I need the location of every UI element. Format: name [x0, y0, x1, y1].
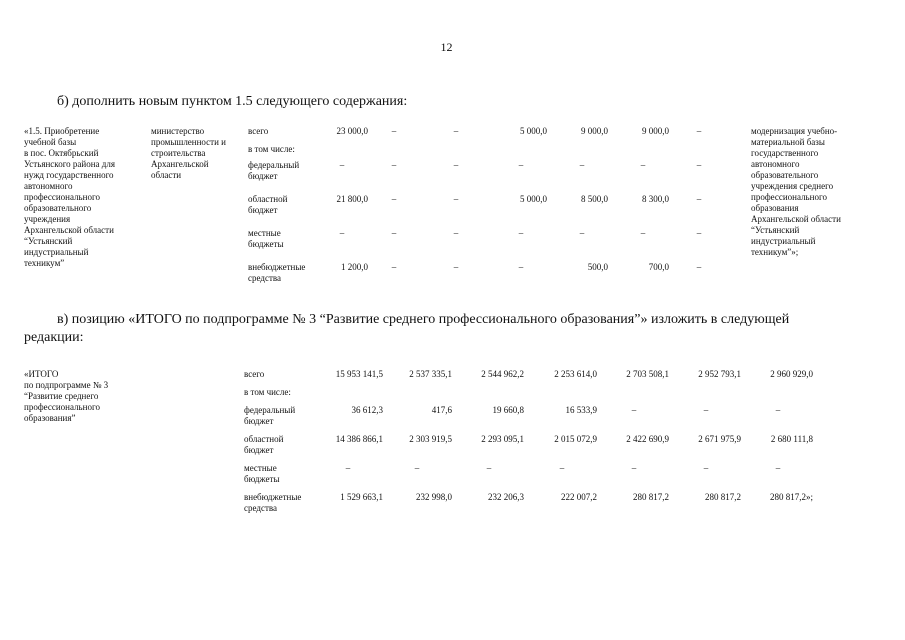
table-b-cell: –: [391, 262, 397, 272]
table-c-row-label: федеральный бюджет: [244, 405, 296, 426]
table-c-cell: 232 998,0: [416, 492, 452, 502]
table-b-cell: 21 800,0: [336, 194, 368, 204]
table-b-cell: 5 000,0: [520, 194, 547, 204]
table-c-cell: 2 960 929,0: [770, 369, 813, 379]
table-c-cell: –: [414, 463, 420, 473]
table-b-cell: –: [339, 228, 345, 238]
table-c-cell: 2 422 690,9: [626, 434, 669, 444]
table-b-cell: –: [579, 160, 585, 170]
table-c-cell: –: [775, 463, 781, 473]
table-b-cell: –: [518, 228, 524, 238]
table-c-item-name: «ИТОГО по подпрограмме № 3 “Развитие среднего профессионального образования”: [24, 369, 109, 423]
table-c-cell: 15 953 141,5: [335, 369, 383, 379]
table-b-cell: –: [391, 228, 397, 238]
table-b-cell: –: [696, 194, 702, 204]
table-c-cell: 16 533,9: [565, 405, 597, 415]
table-b-cell: 5 000,0: [520, 126, 547, 136]
table-c-cell: 2 544 962,2: [481, 369, 524, 379]
table-c-row-label: внебюджетные средства: [244, 492, 302, 513]
table-c-cell: –: [486, 463, 492, 473]
table-b-cell: –: [453, 262, 459, 272]
table-c-cell: 2 537 335,1: [409, 369, 452, 379]
table-b-cell: 9 000,0: [642, 126, 669, 136]
table-b-row-label: в том числе:: [248, 144, 295, 154]
table-c-row-label: местные бюджеты: [244, 463, 280, 484]
table-b-row-label: федеральный бюджет: [248, 160, 300, 181]
table-c-row-label: в том числе:: [244, 387, 291, 397]
table-c-cell: 2 703 508,1: [626, 369, 669, 379]
table-c-cell: –: [631, 405, 637, 415]
table-b-cell: –: [391, 194, 397, 204]
table-b-item-name: «1.5. Приобретение учебной базы в пос. Октябрьский Устьянского района для нужд государственного автономного профессионального образовательного учреждения Архангельской области “Устьянский индустриальный техникум”: [24, 126, 115, 268]
table-b-cell: –: [696, 160, 702, 170]
table-b-cell: 1 200,0: [341, 262, 368, 272]
table-b-row-label: внебюджетные средства: [248, 262, 306, 283]
table-c-cell: 280 817,2»;: [769, 492, 813, 502]
table-b-cell: –: [391, 126, 397, 136]
table-b-executor: министерство промышленности и строительства Архангельской области: [151, 126, 226, 180]
table-b-cell: –: [453, 228, 459, 238]
table-c-cell: 280 817,2: [633, 492, 669, 502]
table-c-cell: –: [703, 405, 709, 415]
table-c-cell: 19 660,8: [492, 405, 524, 415]
table-b-row-label: областной бюджет: [248, 194, 288, 215]
table-b-cell: –: [453, 194, 459, 204]
table-c-cell: 280 817,2: [705, 492, 741, 502]
page-number: 12: [440, 40, 453, 54]
table-b-row-label: местные бюджеты: [248, 228, 284, 249]
table-b-cell: –: [518, 262, 524, 272]
table-b-cell: –: [696, 228, 702, 238]
section-b-intro: б) дополнить новым пунктом 1.5 следующего содержания:: [57, 94, 408, 109]
table-b-cell: –: [696, 126, 702, 136]
table-c-cell: 2 293 095,1: [481, 434, 524, 444]
table-c-cell: 36 612,3: [351, 405, 383, 415]
table-c-row-label: всего: [244, 369, 265, 379]
table-b-cell: 23 000,0: [336, 126, 368, 136]
table-b-cell: –: [640, 228, 646, 238]
table-b-cell: –: [453, 160, 459, 170]
table-b-cell: –: [579, 228, 585, 238]
table-c-cell: 222 007,2: [561, 492, 597, 502]
table-c-cell: 2 015 072,9: [554, 434, 597, 444]
table-b-cell: –: [696, 262, 702, 272]
table-b-cell: –: [640, 160, 646, 170]
table-c-row-label: областной бюджет: [244, 434, 284, 455]
table-c-cell: 2 253 614,0: [554, 369, 597, 379]
table-c-cell: 14 386 866,1: [335, 434, 383, 444]
table-b-cell: 9 000,0: [581, 126, 608, 136]
table-c-cell: 2 680 111,8: [770, 434, 813, 444]
table-b-cell: 500,0: [587, 262, 608, 272]
table-c-cell: 2 303 919,5: [409, 434, 452, 444]
table-b-cell: –: [518, 160, 524, 170]
table-b-cell: 8 500,0: [581, 194, 608, 204]
table-b-cell: 700,0: [648, 262, 669, 272]
table-c-cell: –: [775, 405, 781, 415]
table-b-cell: –: [391, 160, 397, 170]
table-b-row-label: всего: [248, 126, 269, 136]
table-b-result: модернизация учебно- материальной базы государственного автономного образовательного учреждения среднего профессионального образования Архангельской области “Устьянский индустриальный техникум”»;: [751, 126, 841, 257]
table-b-cell: –: [339, 160, 345, 170]
table-b-cell: –: [453, 126, 459, 136]
section-c-intro-line2: редакции:: [24, 330, 84, 345]
table-c-cell: –: [559, 463, 565, 473]
table-c-cell: 1 529 663,1: [340, 492, 383, 502]
table-c-cell: –: [703, 463, 709, 473]
table-c-cell: –: [631, 463, 637, 473]
table-b-cell: 8 300,0: [642, 194, 669, 204]
table-c-cell: –: [345, 463, 351, 473]
table-c-cell: 2 671 975,9: [698, 434, 741, 444]
table-c-cell: 2 952 793,1: [698, 369, 741, 379]
section-c-intro-line1: в) позицию «ИТОГО по подпрограмме № 3 “Развитие среднего профессионального образования”» изложить в следующей: [57, 312, 790, 327]
table-c-cell: 417,6: [431, 405, 452, 415]
table-c-cell: 232 206,3: [488, 492, 524, 502]
